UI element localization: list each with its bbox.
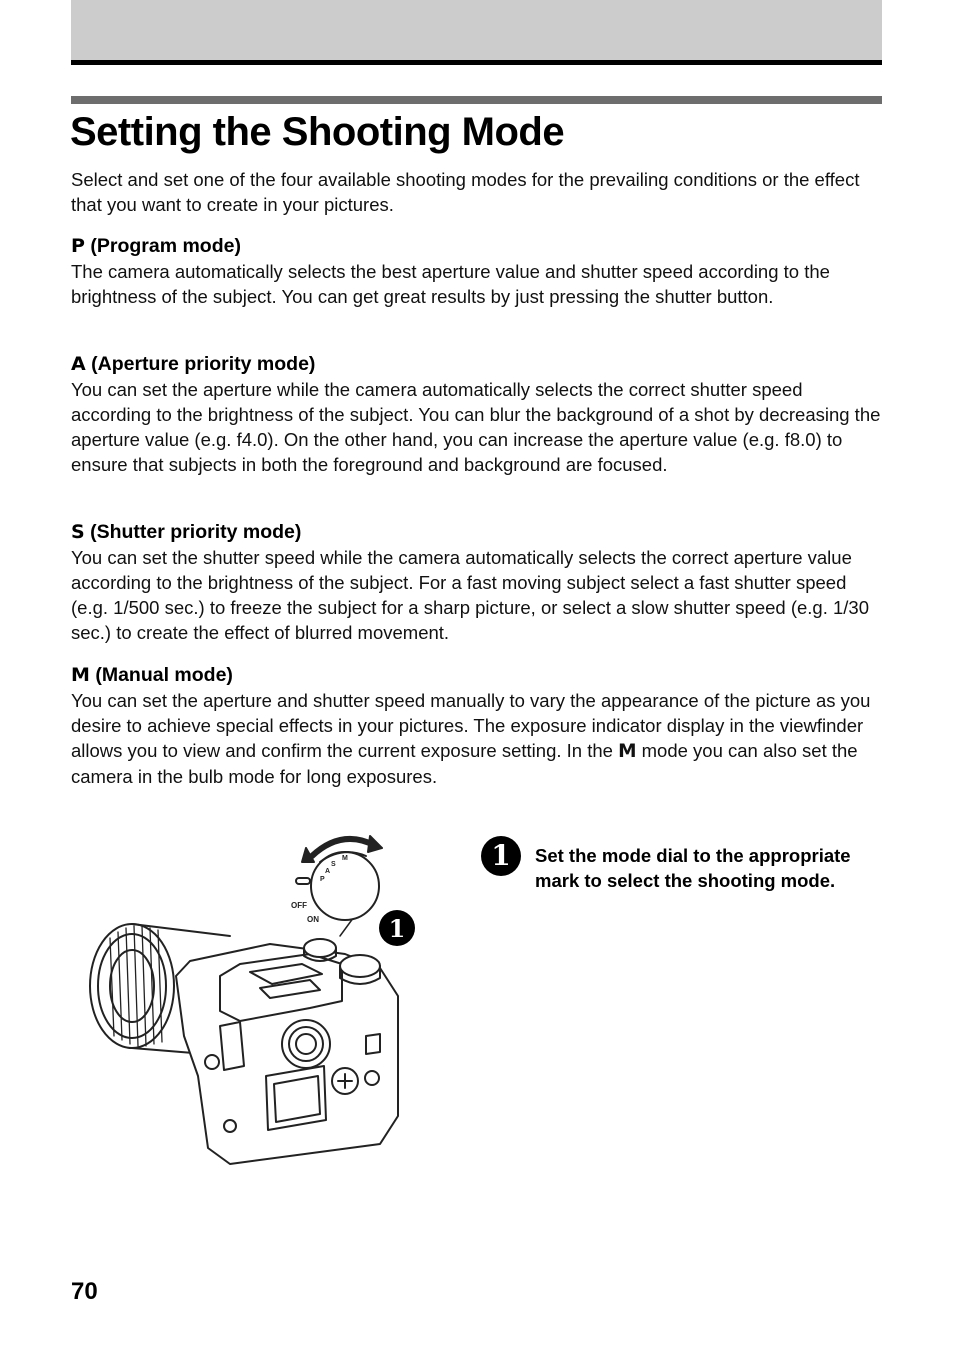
program-mode-title: (Program mode): [90, 235, 241, 257]
shutter-mode-section: [71, 520, 883, 645]
program-mode-heading: [71, 234, 883, 259]
aperture-mode-section: [71, 352, 883, 477]
header-rule: [71, 60, 882, 65]
callout-number: 1: [388, 914, 406, 943]
title-rule: [71, 96, 882, 104]
manual-mode-section: [71, 663, 883, 789]
camera-body: [176, 939, 398, 1164]
manual-mode-body: [71, 688, 883, 789]
dial-label-m: M: [342, 855, 348, 862]
on-label: ON: [307, 915, 319, 924]
manual-mode-title: (Manual mode): [95, 664, 233, 686]
dial-label-a: A: [325, 868, 331, 875]
page-number: 70: [71, 1278, 98, 1305]
shutter-mode-letter: S: [71, 521, 85, 543]
program-mode-letter: P: [71, 235, 85, 257]
shutter-mode-body: You can set the shutter speed while the camera automatically selects the correct aperture value according to the brightness of the subject. For a fast moving subject select a fast shutter speed (e.g. 1/500 sec.) to freeze the subject for a sharp picture, or select a slow shutter speed (e.g. 1/30 sec.) to create the effect of blurred movement.: [71, 547, 869, 643]
aperture-mode-heading: [71, 352, 883, 377]
step-number-badge: 1: [481, 836, 521, 876]
shutter-mode-heading: [71, 520, 883, 545]
manual-mode-body-end: mode you can also set the camera in the bulb mode for long exposures.: [71, 740, 858, 787]
mode-dial: [291, 836, 382, 936]
manual-mode-body-start: You can set the aperture and shutter speed manually to vary the appearance of the picture as you desire to achieve special effects in your pictures. The exposure indicator display in the viewfinder allows you to view and confirm the current exposure setting. In the: [71, 690, 871, 761]
intro-paragraph: Select and set one of the four available shooting modes for the prevailing conditions or the effect that you want to create in your pictures.: [71, 169, 860, 215]
aperture-mode-body: You can set the aperture while the camera automatically selects the correct shutter speed according to the brightness of the subject. You can blur the background of a shot by decreasing the aperture value (e.g. f4.0). On the other hand, you can increase the aperture value (e.g. f8.0) to ensure that subjects in both the foreground and background are focused.: [71, 379, 881, 475]
aperture-mode-title: (Aperture priority mode): [91, 353, 316, 375]
off-label: OFF: [291, 901, 307, 910]
dial-label-p: P: [320, 876, 325, 883]
callout-badge: [379, 910, 415, 946]
shutter-mode-title: (Shutter priority mode): [90, 521, 302, 543]
manual-mode-letter: M: [71, 664, 90, 686]
manual-mode-heading: [71, 663, 883, 688]
program-mode-body: The camera automatically selects the best aperture value and shutter speed according to the brightness of the subject. You can get great results by just pressing the shutter button.: [71, 261, 830, 307]
dial-label-s: S: [331, 861, 336, 868]
program-mode-section: [71, 234, 883, 309]
page-title: Setting the Shooting Mode: [70, 110, 565, 154]
aperture-mode-letter: A: [71, 353, 86, 375]
step-instruction: Set the mode dial to the appropriate mark to select the shooting mode.: [535, 845, 851, 891]
camera-mode-dial-illustration: [80, 826, 420, 1171]
header-band: [71, 0, 882, 60]
manual-mode-inline-letter: M: [618, 741, 637, 762]
